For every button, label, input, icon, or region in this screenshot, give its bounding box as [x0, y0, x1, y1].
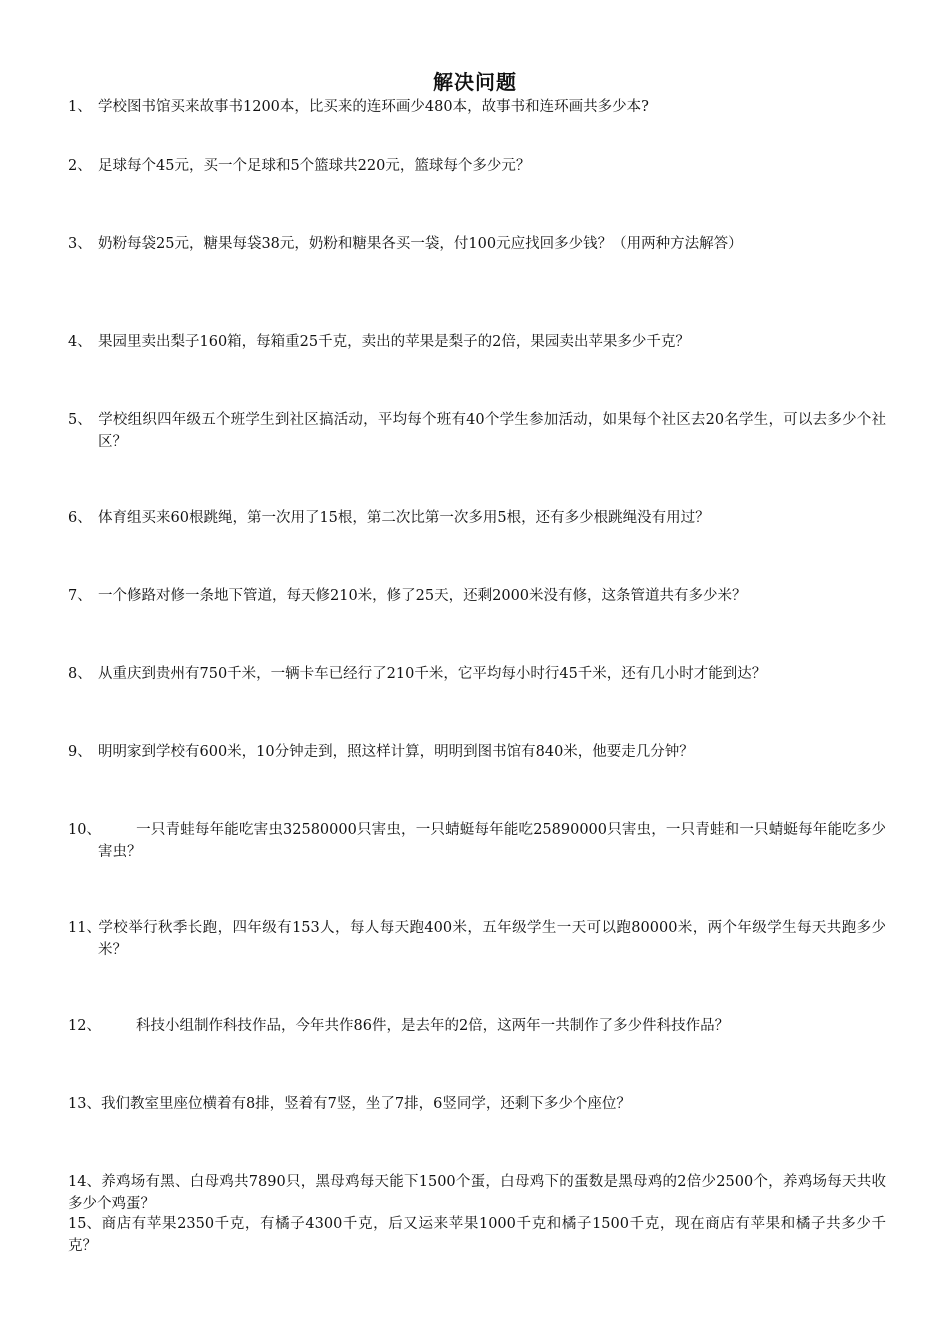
question-text: 学校图书馆买来故事书1200本，比买来的连环画少480本，故事书和连环画共多少本?: [98, 99, 649, 115]
question-9: [68, 741, 886, 763]
question-number: 9、: [68, 744, 92, 760]
question-number: 8、: [68, 666, 92, 682]
question-text: 学校组织四年级五个班学生到社区搞活动，平均每个班有40个学生参加活动，如果每个社区去20名学生，可以去多少个社区？: [98, 412, 886, 450]
question-text: 一只青蛙每年能吃害虫32580000只害虫，一只蜻蜓每年能吃25890000只害虫，一只青蛙和一只蜻蜓每年能吃多少害虫？: [98, 822, 886, 860]
question-14: [68, 1171, 886, 1215]
question-text: 从重庆到贵州有750千米，一辆卡车已经行了210千米，它平均每小时行45千米，还有几小时才能到达？: [98, 666, 767, 682]
question-13: [68, 1093, 886, 1115]
question-15: [68, 1213, 886, 1257]
question-number: 4、: [68, 334, 92, 350]
question-number: 13、: [68, 1096, 101, 1112]
question-text: 科技小组制作科技作品，今年共作86件，是去年的2倍，这两年一共制作了多少件科技作品？: [136, 1018, 730, 1034]
question-text: 一个修路对修一条地下管道，每天修210米，修了25天，还剩2000米没有修，这条管道共有多少米？: [98, 588, 747, 604]
question-number: 1、: [68, 99, 92, 115]
question-text: 奶粉每袋25元，糖果每袋38元，奶粉和糖果各买一袋，付100元应找回多少钱？（用两种方法解答）: [98, 236, 743, 252]
question-12: [68, 1015, 886, 1037]
question-number: 11、: [68, 920, 101, 936]
question-text: 养鸡场有黑、白母鸡共7890只，黑母鸡每天能下1500个蛋，白母鸡下的蛋数是黑母鸡的2倍少2500个，养鸡场每天共收多少个鸡蛋？: [68, 1174, 886, 1212]
question-number: 7、: [68, 588, 92, 604]
question-6: [68, 507, 886, 529]
question-number: 3、: [68, 236, 92, 252]
question-2: [68, 155, 886, 177]
question-text: 学校举行秋季长跑，四年级有153人，每人每天跑400米，五年级学生一天可以跑80000米，两个年级学生每天共跑多少米？: [98, 920, 886, 958]
question-number: 6、: [68, 510, 92, 526]
question-11: [68, 917, 886, 961]
question-5: [68, 409, 886, 453]
question-text: 商店有苹果2350千克，有橘子4300千克，后又运来苹果1000千克和橘子1500千克，现在商店有苹果和橘子共多少千克？: [68, 1216, 886, 1254]
question-number: 14、: [68, 1174, 101, 1190]
question-8: [68, 663, 886, 685]
question-4: [68, 331, 886, 353]
page-title: 解决问题: [433, 70, 517, 94]
question-text: 明明家到学校有600米，10分钟走到，照这样计算，明明到图书馆有840米，他要走几分钟？: [98, 744, 694, 760]
question-10: [68, 819, 886, 863]
question-text: 体育组买来60根跳绳，第一次用了15根，第二次比第一次多用5根，还有多少根跳绳没有用过？: [98, 510, 710, 526]
question-number: 5、: [68, 412, 92, 428]
question-number: 15、: [68, 1216, 101, 1232]
question-1: [68, 96, 886, 118]
question-number: 10、: [68, 822, 101, 838]
question-7: [68, 585, 886, 607]
question-text: 我们教室里座位横着有8排，竖着有7竖，坐了7排，6竖同学，还剩下多少个座位？: [100, 1096, 631, 1112]
question-number: 12、: [68, 1018, 101, 1034]
question-number: 2、: [68, 158, 92, 174]
question-text: 果园里卖出梨子160箱，每箱重25千克，卖出的苹果是梨子的2倍，果园卖出苹果多少千克？: [98, 334, 690, 350]
question-3: [68, 233, 886, 255]
question-text: 足球每个45元，买一个足球和5个篮球共220元，篮球每个多少元？: [98, 158, 531, 174]
